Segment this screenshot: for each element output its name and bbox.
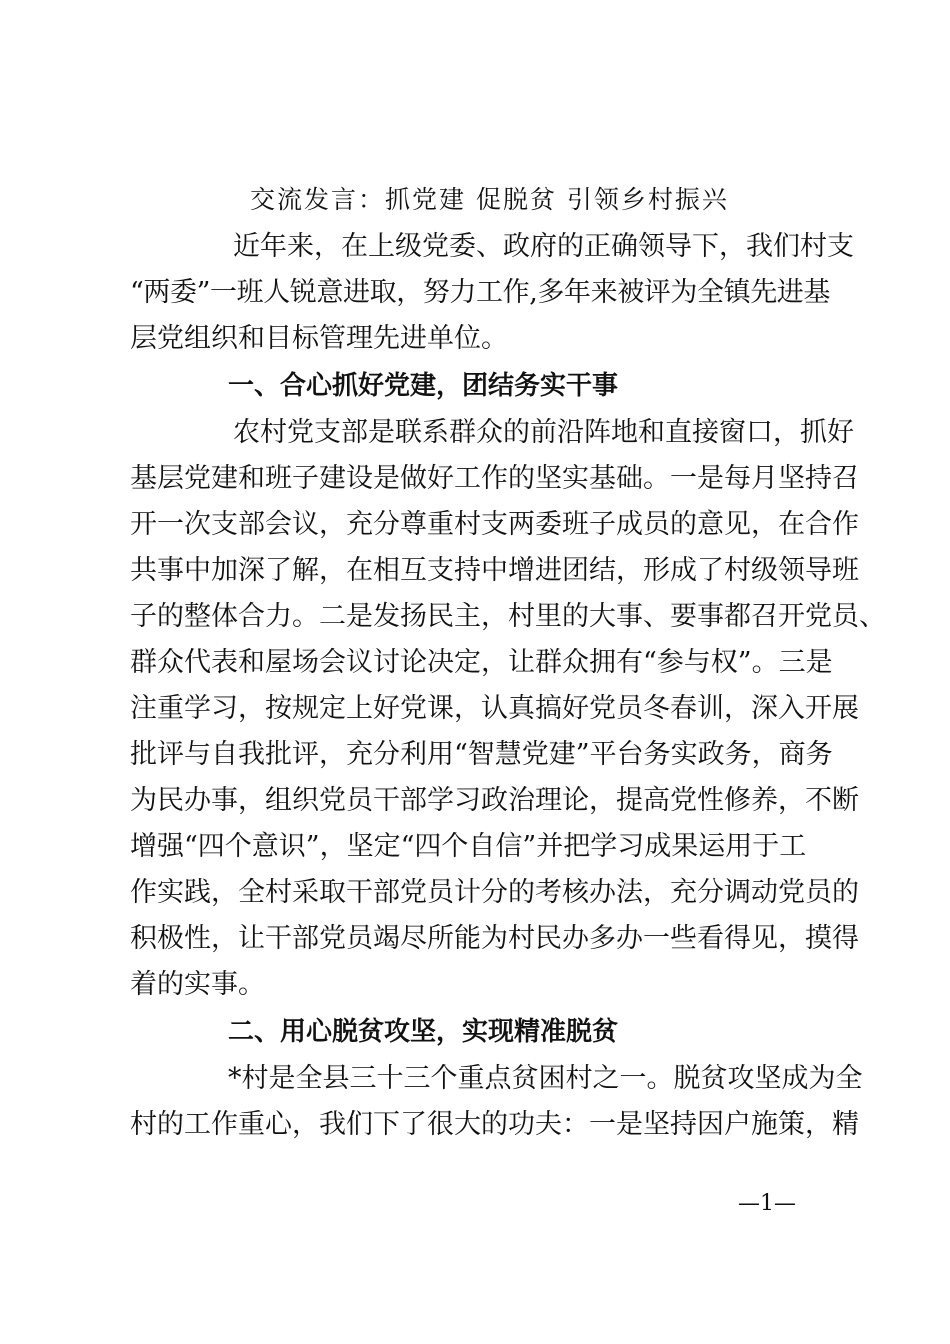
document-title: 交流发言：抓党建 促脱贫 引领乡村振兴 <box>250 185 729 214</box>
intro-line-3: 层党组织和目标管理先进单位。 <box>130 323 508 354</box>
section-1-line-3: 开一次支部会议，充分尊重村支两委班子成员的意见，在合作 <box>130 509 859 540</box>
section-1-line-10: 增强“四个意识”，坚定“四个自信”并把学习成果运用于工 <box>130 831 807 862</box>
section-1-line-4: 共事中加深了解，在相互支持中增进团结，形成了村级领导班 <box>130 555 859 586</box>
section-1-line-6: 群众代表和屋场会议讨论决定，让群众拥有“参与权”。三是 <box>130 647 833 678</box>
section-1-line-12: 积极性，让干部党员竭尽所能为村民办多办一些看得见，摸得 <box>130 923 859 954</box>
section-1-line-9: 为民办事，组织党员干部学习政治理论，提高党性修养，不断 <box>130 785 859 816</box>
section-2-heading: 二、用心脱贫攻坚，实现精准脱贫 <box>228 1017 619 1047</box>
section-2-line-2: 村的工作重心，我们下了很大的功夫：一是坚持因户施策，精 <box>130 1109 859 1140</box>
section-1-line-13: 着的实事。 <box>130 969 265 1000</box>
section-1-line-5: 子的整体合力。二是发扬民主，村里的大事、要事都召开党员、 <box>130 601 886 632</box>
page-number: —1— <box>738 1191 796 1216</box>
intro-line-1: 近年来，在上级党委、政府的正确领导下，我们村支 <box>233 231 854 262</box>
section-1-line-11: 作实践，全村采取干部党员计分的考核办法，充分调动党员的 <box>130 877 859 908</box>
section-1-line-8: 批评与自我批评，充分利用“智慧党建”平台务实政务，商务 <box>130 739 833 770</box>
section-1-line-7: 注重学习，按规定上好党课，认真搞好党员冬春训，深入开展 <box>130 693 859 724</box>
intro-line-2: “两委”一班人锐意进取，努力工作,多年来被评为全镇先进基 <box>130 277 830 308</box>
section-1-line-1: 农村党支部是联系群众的前沿阵地和直接窗口，抓好 <box>233 417 854 448</box>
section-1-heading: 一、合心抓好党建，团结务实干事 <box>228 371 619 401</box>
section-2-line-1: *村是全县三十三个重点贫困村之一。脱贫攻坚成为全 <box>228 1063 863 1094</box>
section-1-line-2: 基层党建和班子建设是做好工作的坚实基础。一是每月坚持召 <box>130 463 859 494</box>
